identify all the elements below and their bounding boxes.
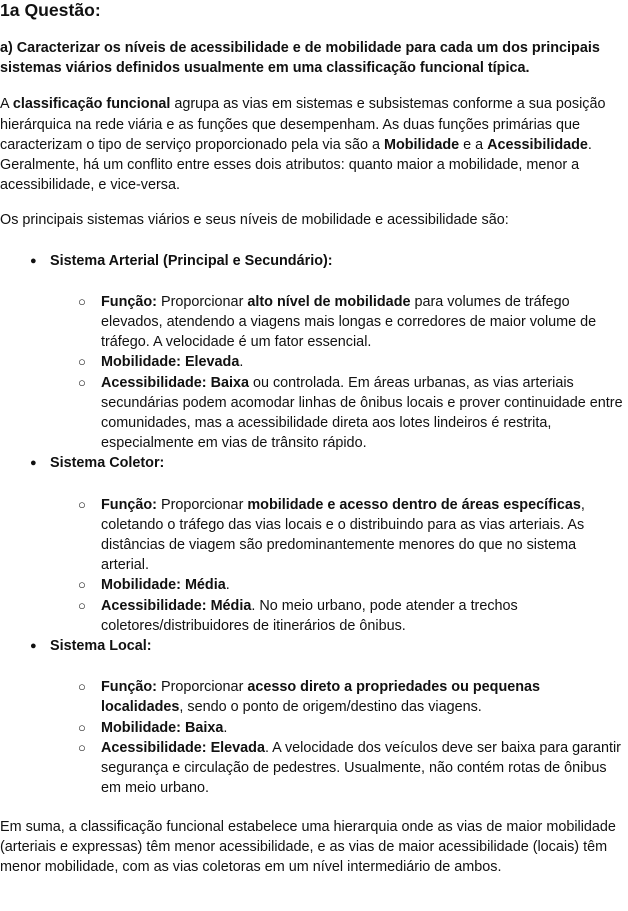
function-bold: alto nível de mobilidade	[247, 293, 411, 310]
sub-item-function	[0, 495, 626, 576]
bullet-circle-icon: ○	[78, 577, 86, 593]
intro-bold-1: classificação funcional	[12, 96, 171, 113]
function-label: Função:	[101, 679, 157, 696]
system-heading: Sistema Coletor:	[50, 455, 165, 472]
sub-item-accessibility	[0, 596, 626, 636]
intro-text-4: . Geralmente, há um conflito entre esses dois atributos: quanto maior a mobilidade, menor a acessibilidade, e vice-versa.	[0, 136, 592, 194]
bullet-disc-icon: ●	[30, 254, 37, 267]
function-label: Função:	[101, 293, 157, 310]
intro-text-2: agrupa as vias em sistemas e subsistemas conforme a sua posição hierárquica na rede viária e as funções que desempenham. As duas funções primárias que caracterizam o tipo de serviço proporcionado pela via são a	[0, 96, 606, 153]
bullet-circle-icon: ○	[78, 293, 86, 309]
sub-item-accessibility	[0, 738, 626, 799]
function-text-2: , sendo o ponto de origem/destino das viagens.	[179, 699, 482, 716]
question-title: 1a Questão:	[0, 0, 101, 20]
function-label: Função:	[101, 496, 157, 513]
bullet-circle-icon: ○	[78, 719, 86, 735]
sub-item-function	[0, 292, 626, 353]
conclusion-paragraph: Em suma, a classificação funcional estabelece uma hierarquia onde as vias de maior mobilidade (arteriais e expressas) têm menor acessibilidade, e as vias de maior acessibilidade (locais) têm menor mobilidade, com as vias coletoras em um nível intermediário de ambos.	[0, 818, 616, 875]
system-item-local	[0, 636, 626, 656]
system-heading: Sistema Local:	[50, 638, 152, 655]
intro-paragraph	[0, 94, 626, 195]
accessibility-text: . No meio urbano, pode atender a trechos coletores/distribuidores de itinerários de ônibus.	[101, 597, 518, 634]
mobility-end: .	[223, 719, 228, 736]
function-text-1: Proporcionar	[156, 496, 248, 513]
bullet-disc-icon: ●	[30, 457, 37, 470]
bullet-circle-icon: ○	[78, 374, 86, 390]
system-heading: Sistema Arterial (Principal e Secundário):	[50, 252, 333, 269]
bullet-circle-icon: ○	[78, 496, 86, 512]
sub-item-mobility	[0, 718, 626, 738]
bullet-circle-icon: ○	[78, 354, 86, 370]
intro-bold-2: Mobilidade	[383, 136, 460, 153]
mobility-end: .	[239, 354, 244, 371]
mobility-label: Mobilidade: Baixa	[101, 719, 224, 736]
bullet-circle-icon: ○	[78, 597, 86, 613]
function-bold: acesso direto a propriedades ou pequenas localidades	[101, 679, 541, 716]
accessibility-label: Acessibilidade: Baixa	[101, 374, 249, 391]
intro-text-3: e a	[459, 136, 488, 153]
function-text-2: , coletando o tráfego das vias locais e o distribuindo para as vias arteriais. As distâncias de viagem são predominantemente menores do que no sistema arterial.	[101, 496, 585, 574]
accessibility-text: ou controlada. Em áreas urbanas, as vias arteriais secundárias podem acomodar linhas de ônibus locais e prover continuidade entre comunidades, mas a acessibilidade direta aos lotes lindeiros é restrita, especialmente em vias de trânsito rápido.	[101, 374, 623, 452]
function-bold: mobilidade e acesso dentro de áreas específicas	[247, 496, 581, 513]
bullet-circle-icon: ○	[78, 739, 86, 755]
function-text-1: Proporcionar	[156, 293, 248, 310]
system-item-arterial	[0, 251, 626, 271]
sub-item-mobility	[0, 352, 626, 372]
system-item-coletor	[0, 453, 626, 473]
accessibility-label: Acessibilidade: Média	[101, 597, 252, 614]
bullet-circle-icon: ○	[78, 679, 86, 695]
mobility-end: .	[225, 577, 230, 594]
mobility-label: Mobilidade: Média	[101, 577, 226, 594]
accessibility-label: Acessibilidade: Elevada	[101, 739, 265, 756]
function-text-1: Proporcionar	[156, 679, 248, 696]
function-text-2: para volumes de tráfego elevados, atendendo a viagens mais longas e corredores de maior volume de tráfego. A velocidade é um fator essencial.	[101, 293, 597, 351]
accessibility-text: . A velocidade dos veículos deve ser baixa para garantir segurança e circulação de pedestres. Usualmente, não contém rotas de ônibus em meio urbano.	[101, 739, 621, 797]
sub-item-accessibility	[0, 373, 626, 454]
sub-item-mobility	[0, 575, 626, 595]
bullet-disc-icon: ●	[30, 640, 37, 653]
mobility-label: Mobilidade: Elevada	[101, 354, 240, 371]
lead-paragraph: Os principais sistemas viários e seus níveis de mobilidade e acessibilidade são:	[0, 212, 509, 229]
intro-text-1: A	[0, 96, 13, 113]
question-statement: a) Caracterizar os níveis de acessibilidade e de mobilidade para cada um dos principais sistemas viários definidos usualmente em uma classificação funcional típica.	[0, 40, 600, 77]
intro-bold-3: Acessibilidade	[487, 136, 588, 153]
sub-item-function	[0, 677, 626, 717]
